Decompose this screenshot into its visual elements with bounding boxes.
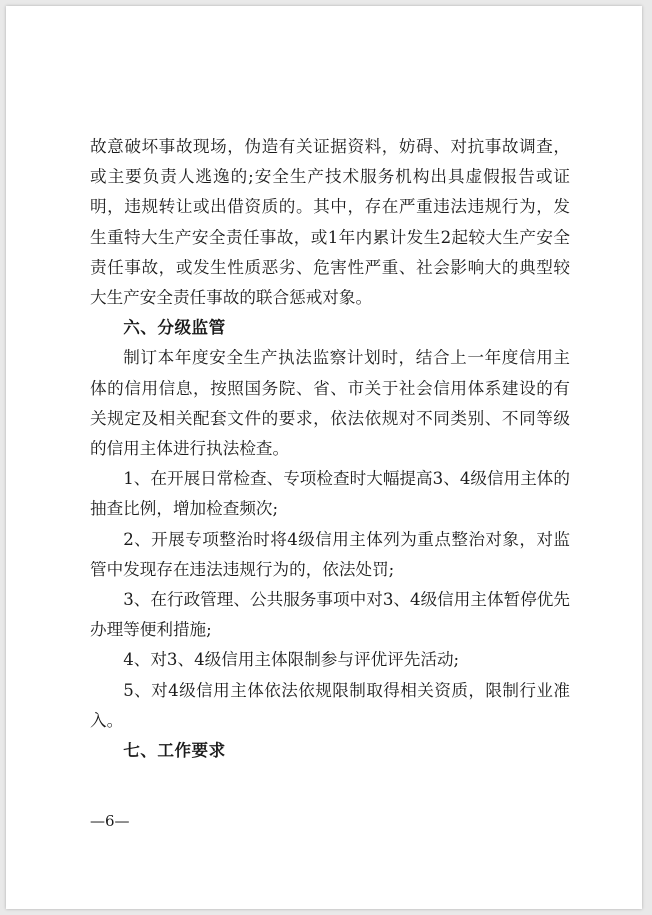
list-item-2: 2、开展专项整治时将4级信用主体列为重点整治对象，对监管中发现存在违法违规行为的，依法处罚; [90,529,570,579]
paragraph-intro: 制订本年度安全生产执法监察计划时，结合上一年度信用主体的信用信息，按照国务院、省、市关于社会信用体系建设的有关规定及相关配套文件的要求，依法依规对不同类别、不同等级的信用主体进行执法检查。 [90,348,570,459]
document-page [6,6,642,909]
section-heading-6: 六、分级监管 [123,318,226,338]
section-heading-7: 七、工作要求 [123,741,226,761]
list-item-1: 1、在开展日常检查、专项检查时大幅提高3、4级信用主体的抽查比例，增加检查频次; [90,469,570,519]
list-item-4: 4、对3、4级信用主体限制参与评优评先活动; [123,650,460,670]
paragraph-continuation: 故意破坏事故现场，伪造有关证据资料，妨碍、对抗事故调查，或主要负责人逃逸的;安全生产技术服务机构出具虚假报告或证明，违规转让或出借资质的。其中，存在严重违法违规行为，发生重特大生产安全责任事故，或1年内累计发生2起较大生产安全责任事故，或发生性质恶劣、危害性严重、社会影响大的典型较大生产安全责任事故的联合惩戒对象。 [90,137,570,308]
list-item-5: 5、对4级信用主体依法依规限制取得相关资质，限制行业准入。 [90,680,570,730]
list-item-3: 3、在行政管理、公共服务事项中对3、4级信用主体暂停优先办理等便利措施; [90,590,570,640]
document-body [90,132,570,766]
page-number: —6— [90,812,130,830]
